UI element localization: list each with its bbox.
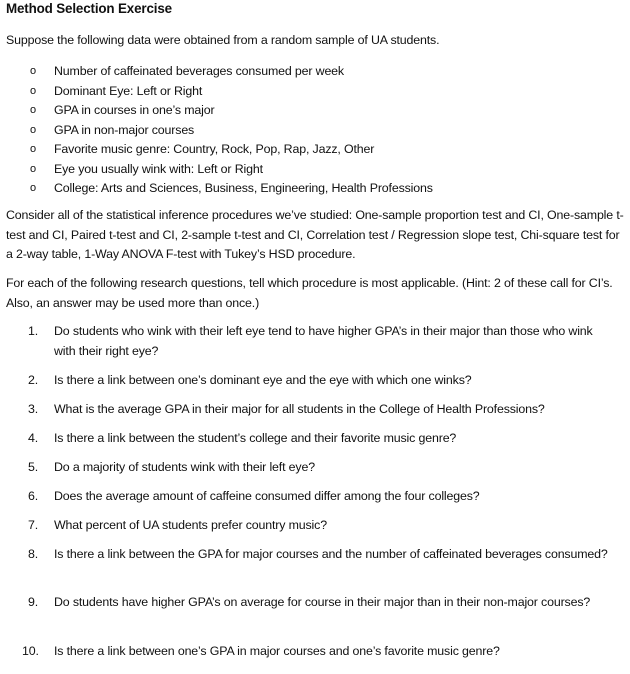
variable-item: o College: Arts and Sciences, Business, Engineering, Health Professions <box>6 179 433 199</box>
variable-item: o Favorite music genre: Country, Rock, Pop, Rap, Jazz, Other <box>6 140 433 160</box>
bullet-circle-icon: o <box>30 65 36 77</box>
procedures-paragraph: Consider all of the statistical inference procedures we’ve studied: One-sample proportion test and CI, One-sample t-test and CI, Paired t-test and CI, 2-sample t-test and CI, Correlation test / Regression slope test, Chi-square test for a 2-way table, 1-Way ANOVA F-test with Tukey’s HSD procedure. <box>6 208 624 261</box>
question-item: 1. Do students who wink with their left eye tend to have higher GPA’s in their major than those who wink with their right eye? <box>28 324 593 358</box>
bullet-circle-icon: o <box>30 123 36 136</box>
question-item: 9. Do students have higher GPA’s on average for course in their major than in their non-major courses? <box>28 595 591 609</box>
variable-item: o Number of caffeinated beverages consumed per week <box>6 62 433 82</box>
intro-text: Suppose the following data were obtained from a random sample of UA students. <box>6 33 440 47</box>
variable-item: o GPA in courses in one’s major <box>6 101 433 121</box>
bullet-circle-icon: o <box>30 104 36 116</box>
question-item: 7. What percent of UA students prefer country music? <box>28 518 327 532</box>
document-title: Method Selection Exercise <box>6 1 172 16</box>
question-item: 2. Is there a link between one’s dominant eye and the eye with which one winks? <box>28 373 472 387</box>
question-item: 3. What is the average GPA in their major for all students in the College of Health Professions? <box>28 402 545 416</box>
bullet-circle-icon: o <box>30 182 36 194</box>
question-item: 5. Do a majority of students wink with their left eye? <box>28 460 315 474</box>
bullet-circle-icon: o <box>30 84 36 97</box>
question-item: 6. Does the average amount of caffeine consumed differ among the four colleges? <box>28 489 480 503</box>
question-item: 4. Is there a link between the student’s college and their favorite music genre? <box>28 431 457 445</box>
instructions-paragraph: For each of the following research questions, tell which procedure is most applicable. (Hint: 2 of these call for CI’s. Also, an answer may be used more than once.) <box>6 276 613 310</box>
variable-list <box>6 62 433 199</box>
question-item: 10. Is there a link between one’s GPA in major courses and one’s favorite music genre? <box>22 644 500 658</box>
variable-item: o GPA in non-major courses <box>6 121 433 141</box>
question-item: 8. Is there a link between the GPA for major courses and the number of caffeinated beverages consumed? <box>28 547 608 561</box>
bullet-circle-icon: o <box>30 162 36 175</box>
variable-item: o Dominant Eye: Left or Right <box>6 82 433 102</box>
bullet-circle-icon: o <box>30 143 36 155</box>
variable-item: o Eye you usually wink with: Left or Right <box>6 160 433 180</box>
